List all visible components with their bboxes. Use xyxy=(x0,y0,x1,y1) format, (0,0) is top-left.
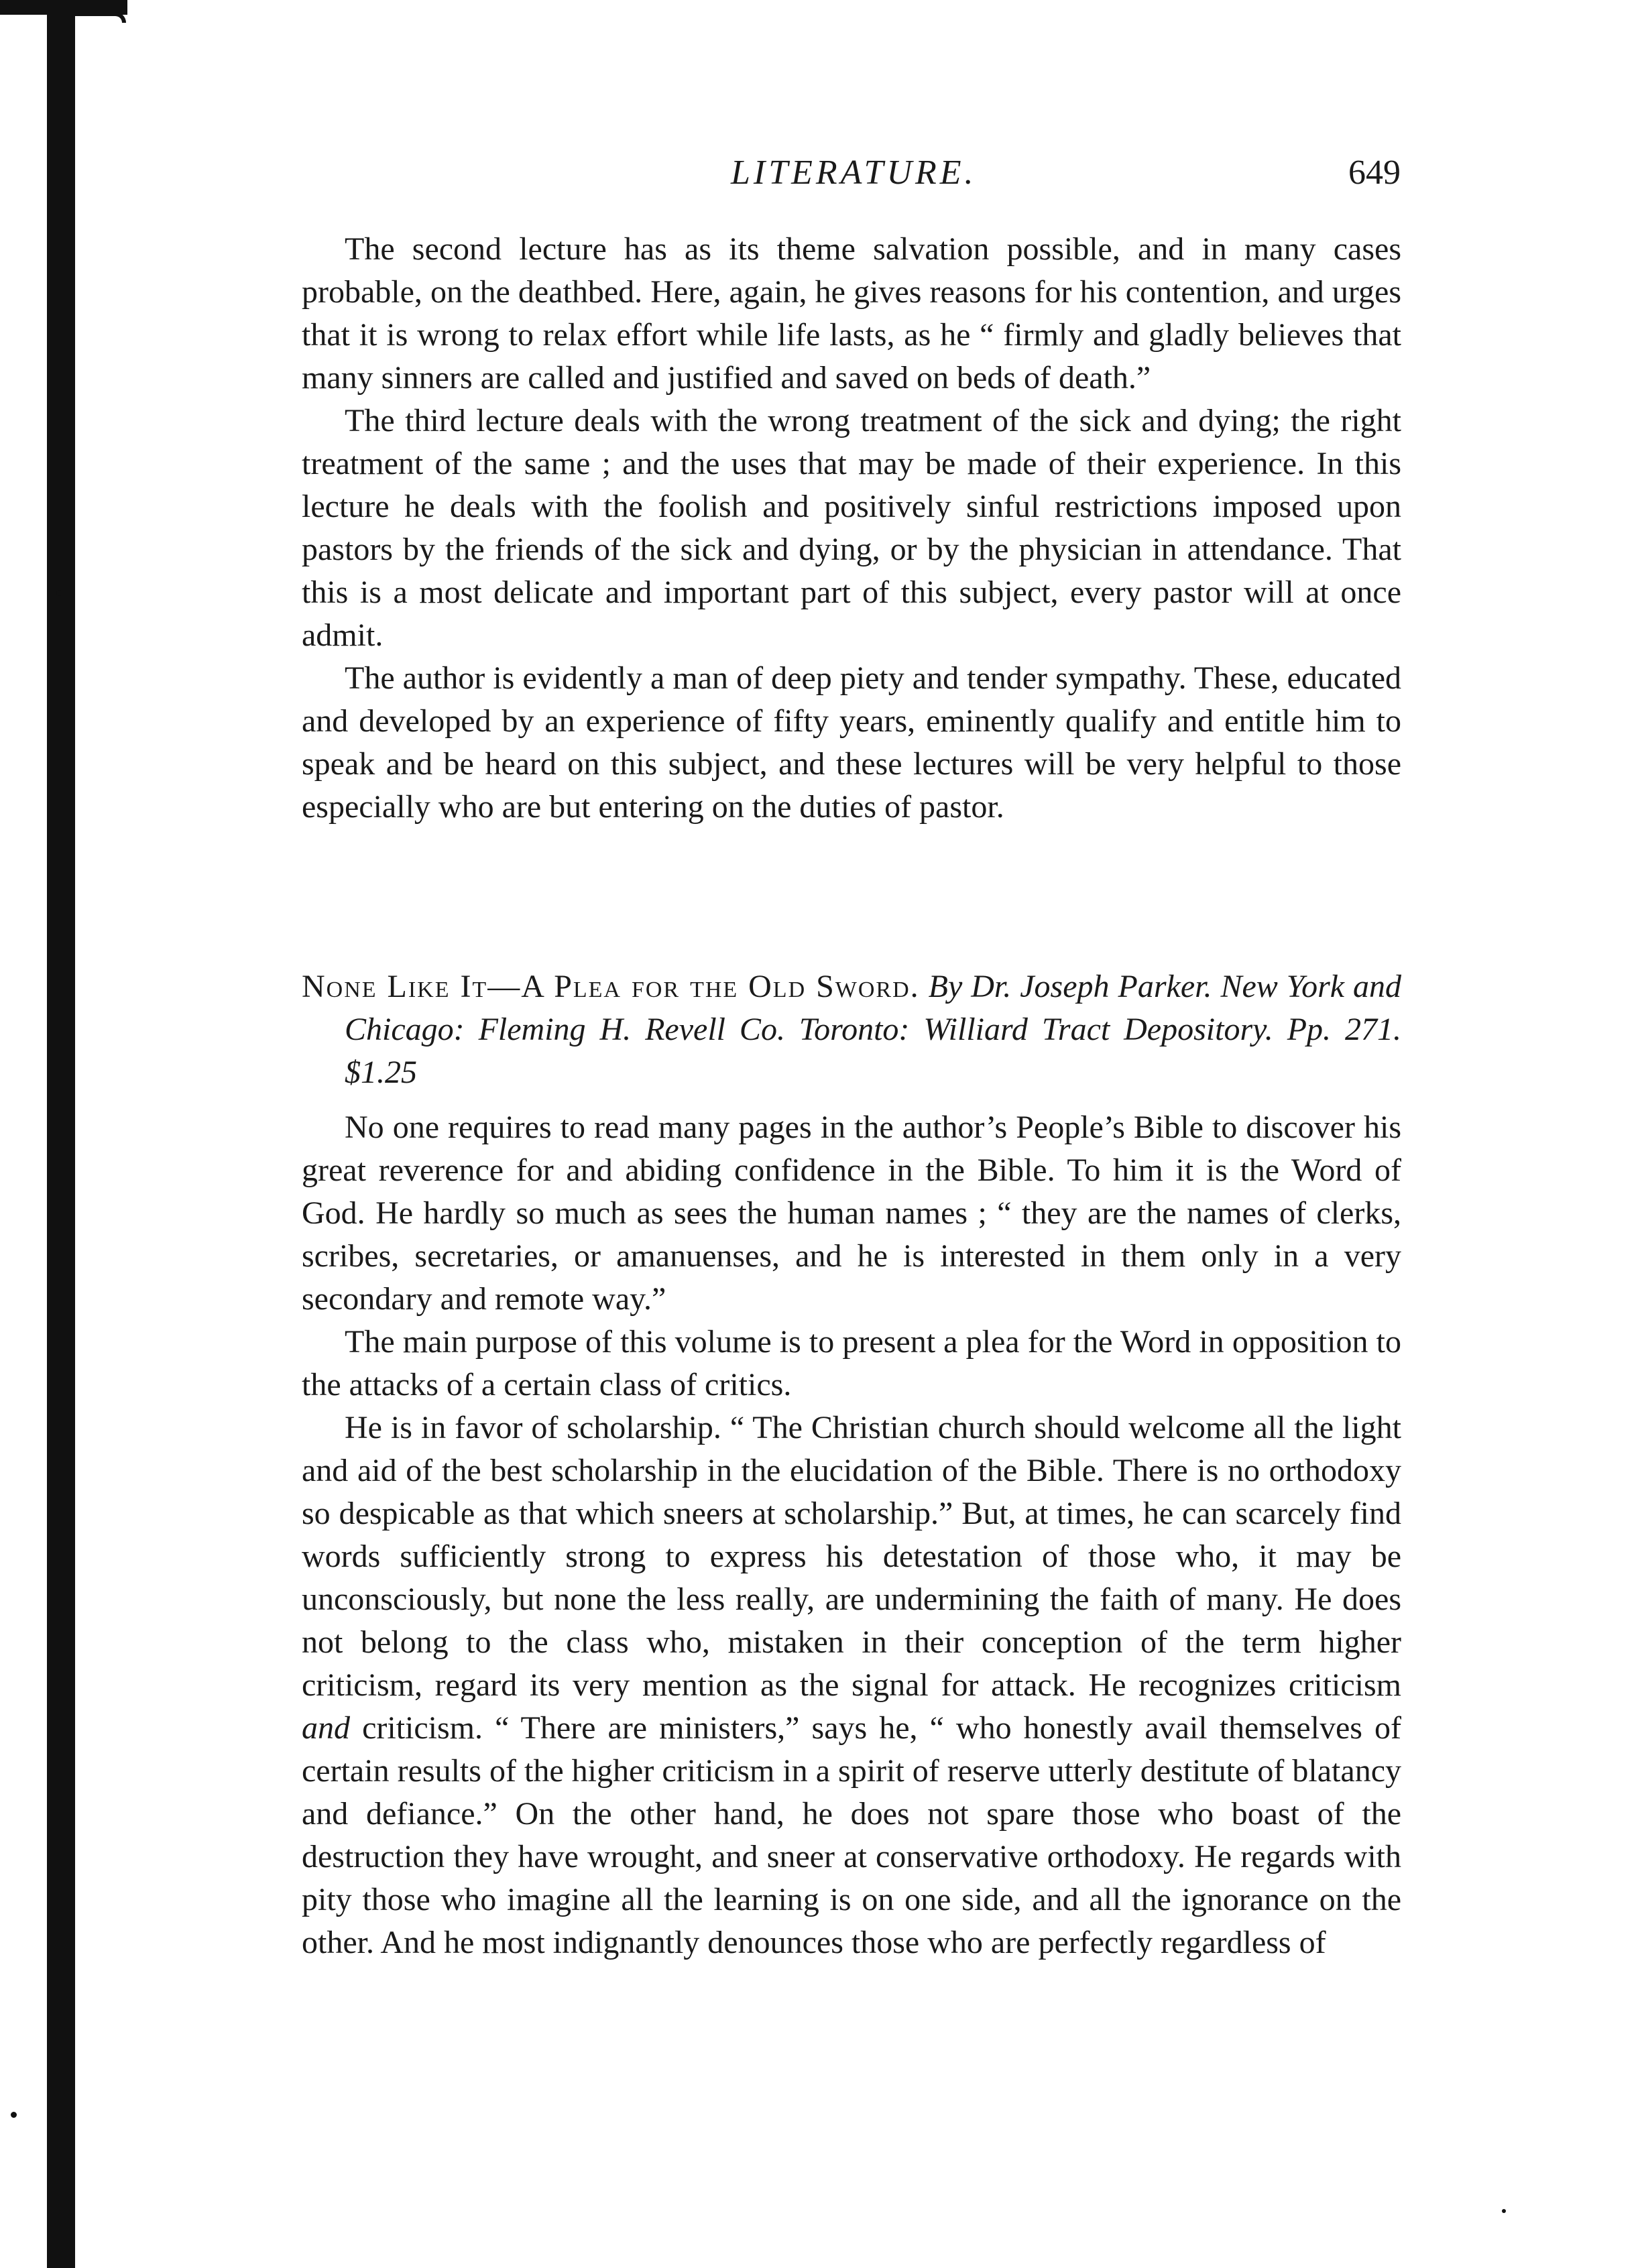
running-title: LITERATURE. xyxy=(731,154,977,192)
paragraph: No one requires to read many pages in the author’s People’s Bible to discover his great reverence for and abiding confidence in the Bible. To him it is the Word of God. He hardly so much as sees the human names ; “ they are the names of clerks, scribes, secretaries, or amanuenses, and he is interested in them only in a very secondary and remote way.” xyxy=(302,1110,1401,1317)
paragraph-text: criticism. “ There are ministers,” says he, “ who honestly avail themselves of certain results of the higher criticism in a spirit of reserve utterly destitute of blatancy and defiance.” On the other hand, he does not spare those who boast of the destruction they have wrought, and sneer at conservative orthodoxy. He regards with pity those who imagine all the learning is on one side, and all the ignorance on the other. And he most indignantly denounces those who are perfectly regardless of xyxy=(302,1710,1402,1960)
binding-edge xyxy=(47,0,75,2268)
page-number: 649 xyxy=(1348,154,1401,192)
book-title: None Like It—A Plea for the Old Sword. xyxy=(302,969,920,1004)
book-author: By Dr. Joseph Parker. xyxy=(928,969,1212,1004)
binding-hook xyxy=(75,12,126,23)
margin-speck xyxy=(11,2112,17,2118)
book-publisher: New York and Chicago: Fleming H. Revell Co. Toronto: Williard Tract Depository. Pp. 271. $1.25 xyxy=(345,969,1402,1090)
paragraph: The main purpose of this volume is to present a plea for the Word in opposition to the attacks of a certain class of critics. xyxy=(302,1324,1401,1402)
margin-speck xyxy=(1502,2209,1506,2213)
emphasis: and xyxy=(302,1710,350,1746)
paragraph: The author is evidently a man of deep piety and tender sympathy. These, educated and developed by an experience of fifty years, eminently qualify and entitle him to speak and be heard on this subject, and these lectures will be very helpful to those especially who are but entering on the duties of pastor. xyxy=(302,660,1401,825)
review-heading xyxy=(302,965,1401,1094)
paragraph xyxy=(302,1407,1401,1964)
section-continued xyxy=(302,228,1401,829)
running-head xyxy=(302,153,1401,206)
paragraph-text: He is in favor of scholarship. “ The Christian church should welcome all the light and aid of the best scholarship in the elucidation of the Bible. There is no orthodoxy so despicable as that which sneers at scholarship.” But, at times, he can scarcely find words sufficiently strong to express his detestation of those who, it may be unconsciously, but none the less really, are undermining the faith of many. He does not belong to the class who, mistaken in their conception of the term higher criticism, regard its very mention as the signal for attack. He recognizes criticism xyxy=(302,1410,1401,1703)
margin-speck xyxy=(56,590,62,596)
paragraph: The second lecture has as its theme salvation possible, and in many cases probable, on the deathbed. Here, again, he gives reasons for his contention, and urges that it is wrong to relax effort while life lasts, as he “ firmly and gladly believes that many sinners are called and justified and saved on beds of death.” xyxy=(302,231,1401,396)
review-body xyxy=(302,1106,1401,1964)
paragraph: The third lecture deals with the wrong treatment of the sick and dying; the right treatment of the same ; and the uses that may be made of their experience. In this lecture he deals with the foolish and positively sinful restrictions imposed upon pastors by the friends of the sick and dying, or by the physician in attendance. That this is a most delicate and important part of this subject, every pastor will at once admit. xyxy=(302,403,1401,653)
